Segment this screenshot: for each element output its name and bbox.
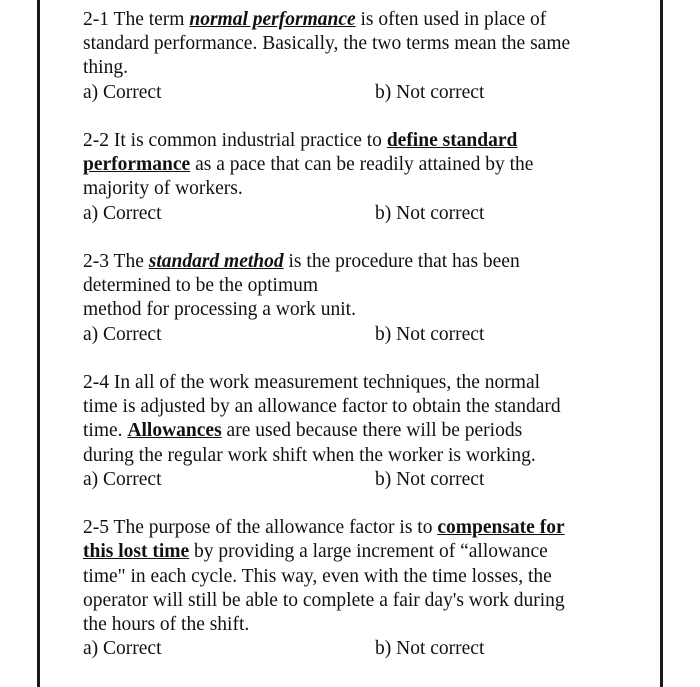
option-b-not-correct[interactable]: b) Not correct [375, 81, 485, 103]
key-term: compensate for [437, 517, 565, 539]
question-line: 2-5 The purpose of the allowance factor is to compensate for [83, 517, 565, 539]
question-line: performance as a pace that can be readily attained by the [83, 154, 534, 176]
answer-options [83, 637, 643, 661]
question-number: 2-2 [83, 129, 109, 151]
question-text [83, 129, 643, 202]
question-line: majority of workers. [83, 178, 243, 200]
question-text [83, 371, 643, 468]
option-a-correct[interactable]: a) Correct [83, 468, 162, 490]
key-term: Allowances [127, 420, 222, 442]
question-number: 2-5 [83, 517, 109, 539]
question-line: 2-1 The term normal performance is often used in place of [83, 9, 547, 30]
option-a-correct[interactable]: a) Correct [83, 323, 162, 345]
question-line: during the regular work shift when the worker is working. [83, 444, 536, 466]
answer-options [83, 202, 643, 226]
question-2-3 [83, 250, 643, 347]
question-line: time" in each cycle. This way, even with the time losses, the [83, 565, 552, 587]
option-b-not-correct[interactable]: b) Not correct [375, 202, 485, 224]
question-2-2 [83, 129, 643, 226]
option-a-correct[interactable]: a) Correct [83, 202, 162, 224]
question-line: determined to be the optimum [83, 275, 319, 297]
question-line: this lost time by providing a large increment of “allowance [83, 541, 548, 563]
option-a-correct[interactable]: a) Correct [83, 638, 162, 660]
key-term: standard method [148, 250, 284, 272]
option-b-not-correct[interactable]: b) Not correct [375, 638, 485, 660]
key-term: define standard [386, 129, 518, 151]
answer-options [83, 323, 643, 347]
question-sheet [83, 8, 643, 661]
question-line: 2-3 The standard method is the procedure that has been [83, 250, 520, 272]
question-line: the hours of the shift. [83, 613, 250, 635]
key-term: this lost time [83, 541, 190, 563]
question-line: operator will still be able to complete a fair day's work during [83, 589, 565, 611]
right-border-line [660, 0, 663, 687]
question-2-4 [83, 371, 643, 492]
question-number: 2-3 [83, 250, 109, 272]
question-text [83, 250, 643, 323]
question-line: 2-2 It is common industrial practice to define standard [83, 129, 518, 151]
question-number: 2-1 [83, 9, 109, 30]
question-2-1 [83, 8, 643, 105]
question-2-5 [83, 516, 643, 661]
key-term: performance [83, 154, 191, 176]
question-number: 2-4 [83, 371, 109, 393]
question-line: time is adjusted by an allowance factor to obtain the standard [83, 396, 561, 418]
question-line: time. Allowances are used because there will be periods [83, 420, 523, 442]
question-line: thing. [83, 57, 128, 79]
question-text [83, 516, 643, 637]
option-b-not-correct[interactable]: b) Not correct [375, 323, 485, 345]
question-line: method for processing a work unit. [83, 299, 356, 321]
question-line: standard performance. Basically, the two terms mean the same [83, 33, 571, 55]
answer-options [83, 81, 643, 105]
option-b-not-correct[interactable]: b) Not correct [375, 468, 485, 490]
key-term: normal performance [189, 9, 356, 30]
option-a-correct[interactable]: a) Correct [83, 81, 162, 103]
answer-options [83, 468, 643, 492]
left-border-line [37, 0, 40, 687]
question-text [83, 8, 643, 81]
question-line: 2-4 In all of the work measurement techniques, the normal [83, 371, 541, 393]
